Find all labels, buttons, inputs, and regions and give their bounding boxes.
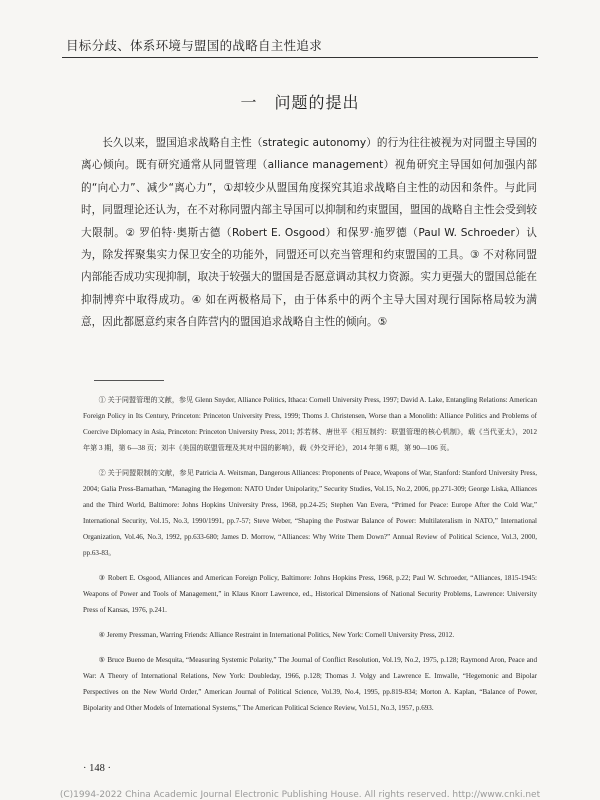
section-title: 一 问题的提出 (240, 93, 360, 112)
header-rule (62, 57, 538, 58)
page-number: · 148 · (83, 763, 111, 774)
copyright-notice: (C)1994-2022 China Academic Journal Electronic Publishing House. All rights reserved. http://www.cnki.net (59, 790, 541, 800)
running-head: 目标分歧、体系环境与盟国的战略自主性追求 (66, 38, 323, 53)
footnote-4: ④ Jeremy Pressman, Warring Friends: Alliance Restraint in International Politics, New York: Cornell University Press, 2012. (98, 631, 455, 639)
footnotes (83, 392, 537, 719)
footnote-2: ② 关于同盟限制的文献，参见 Patricia A. Weitsman, Dangerous Alliances: Proponents of Peace, Weapons of War, Stanford: Stanford University Press, 2004; Galia Press-Barnathan, “Managing the Hegemon: NATO Under Unipolarity,” Security Studies, Vol.15, No.2, 2006, pp.271-309; George Liska, Alliances and the Third World, Baltimore: Johns Hopkins University Press, 1968, pp.24-25; Stephen Van Evera, “Primed for Peace: Europe After the Cold War,” International Security, Vol.15, No.3, 1990/1991, pp.7-57; Steve Weber, “Shaping the Postwar Balance of Power: Multilateralism in NATO,” International Organization, Vol.46, No.3, 1992, pp.633-680; James D. Morrow, “Alliances: Why Write Them Down?” Annual Review of Political Science, Vol.3, 2000, pp.63-83。 (83, 469, 537, 557)
footnote-rule (94, 380, 164, 381)
footnote-1: ① 关于同盟管理的文献，参见 Glenn Snyder, Alliance Politics, Ithaca: Cornell University Press, 1997; David A. Lake, Entangling Relations: American Foreign Policy in Its Century, Princeton: Princeton University Press, 1999; Thoms J. Christensen, Worse than a Monolith: Alliance Politics and Problems of Coercive Diplomacy in Asia, Princeton: Princeton University Press, 2011; 苏若林、唐世平《相互制约：联盟管理的核心机制》，载《当代亚太》，2012 年第 3 期，第 6—38 页；刘丰《美国的联盟管理及其对中国的影响》，载《外交评论》，2014 年第 6 期，第 90—106 页。 (83, 396, 537, 452)
footnote-5: ⑤ Bruce Bueno de Mesquita, “Measuring Systemic Polarity,” The Journal of Conflict Resolution, Vol.19, No.2, 1975, p.128; Raymond Aron, Peace and War: A Theory of International Relations, New York: Doubleday, 1966, p.128; Thomas J. Volgy and Lawrence E. Imwalle, “Hegemonic and Bipolar Perspectives on the New World Order,” American Journal of Political Science, Vol.39, No.4, 1995, pp.819-834; Morton A. Kaplan, “Balance of Power, Bipolarity and Other Models of International Systems,” The American Political Science Review, Vol.51, No.3, 1957, p.693. (83, 656, 537, 712)
body-paragraph: 长久以来，盟国追求战略自主性（strategic autonomy）的行为往往被视为对同盟主导国的离心倾向。既有研究通常从同盟管理（alliance management）视角研究主导国如何加强内部的“向心力”、减少“离心力”，①却较少从盟国角度探究其追求战略自主性的动因和条件。与此同时，同盟理论还认为，在不对称同盟内部主导国可以抑制和约束盟国，盟国的战略自主性会受到较大限制。② 罗伯特·奥斯古德（Robert E. Osgood）和保罗·施罗德（Paul W. Schroeder）认为，除发挥聚集实力保卫安全的功能外，同盟还可以充当管理和约束盟国的工具。③ 不对称同盟内部能否成功实现抑制，取决于较强大的盟国是否愿意调动其权力资源。实力更强大的盟国总能在抑制博弈中取得成功。④ 如在两极格局下，由于体系中的两个主导大国对现行国际格局较为满意，因此都愿意约束各自阵营内的盟国追求战略自主性的倾向。⑤ (81, 137, 537, 329)
footnote-3: ③ Robert E. Osgood, Alliances and American Foreign Policy, Baltimore: Johns Hopkins Press, 1968, p.22; Paul W. Schroeder, “Alliances, 1815-1945: Weapons of Power and Tools of Management,” in Klaus Knorr Lawrence, ed., Historical Dimensions of National Security Problems, Lawrence: University Press of Kansas, 1976, p.241. (83, 574, 537, 614)
